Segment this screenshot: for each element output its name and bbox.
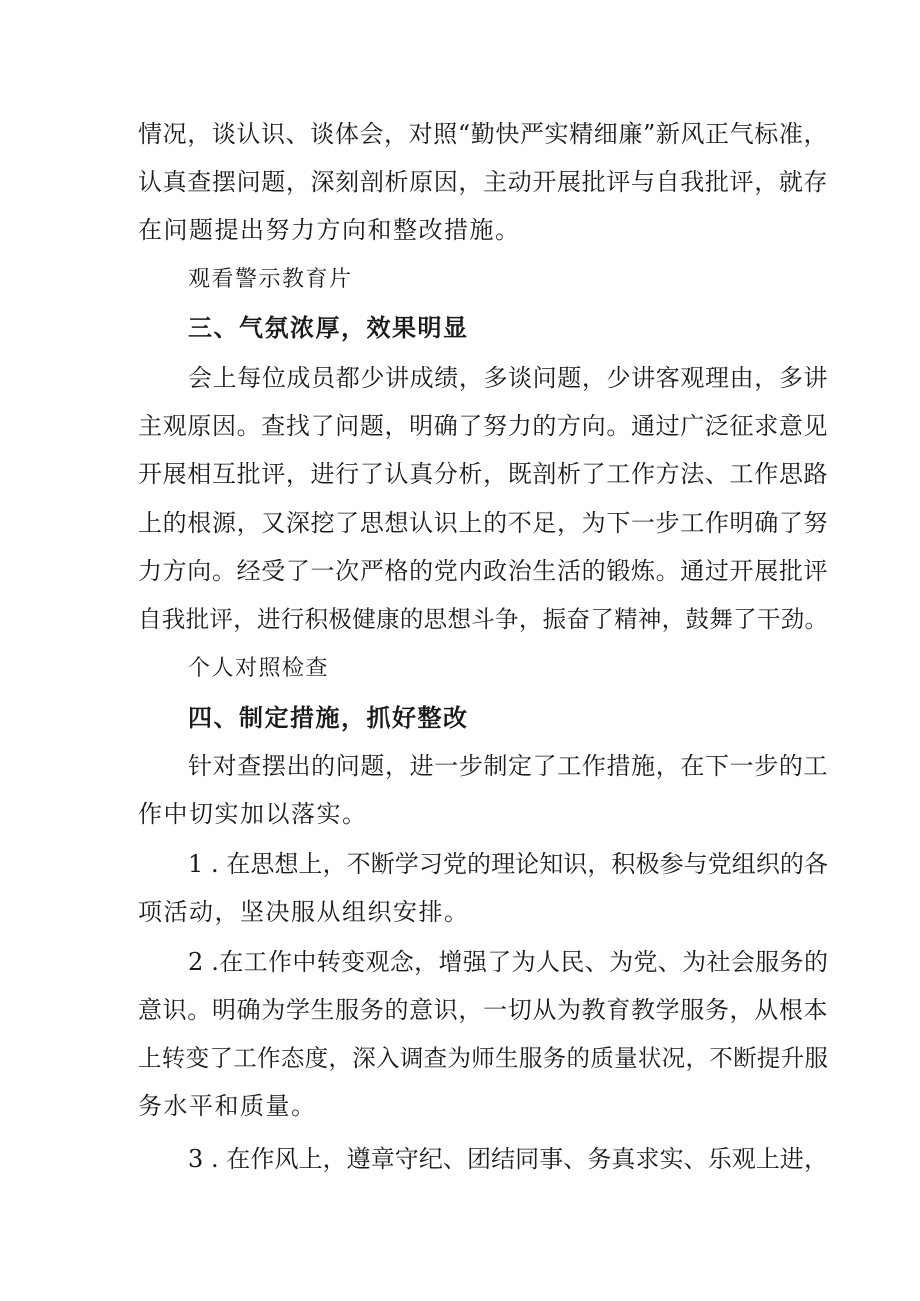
- list-item-line: 3 . 在作风上，遵章守纪、团结同事、务真求实、乐观上进，: [188, 1145, 828, 1173]
- paragraph-line: 上的根源，又深挖了思想认识上的不足，为下一步工作明确了努: [138, 509, 828, 537]
- image-caption: 个人对照检查: [188, 656, 330, 681]
- paragraph-line: 主观原因。查找了问题，明确了努力的方向。通过广泛征求意见: [138, 412, 828, 440]
- section-heading: 三、气氛浓厚，效果明显: [188, 314, 469, 342]
- paragraph-line: 会上每位成员都少讲成绩，多谈问题，少讲客观理由，多讲: [188, 364, 828, 392]
- paragraph-line: 开展相互批评，进行了认真分析，既剖析了工作方法、工作思路: [138, 460, 828, 488]
- list-item-line: 上转变了工作态度，深入调查为师生服务的质量状况，不断提升服: [138, 1044, 828, 1072]
- list-item-line: 意识。明确为学生服务的意识，一切从为教育教学服务，从根本: [138, 996, 828, 1024]
- list-item-line: 2 .在工作中转变观念，增强了为人民、为党、为社会服务的: [188, 948, 828, 976]
- paragraph-line: 认真查摆问题，深刻剖析原因，主动开展批评与自我批评，就存: [138, 168, 828, 196]
- section-heading: 四、制定措施，抓好整改: [188, 704, 469, 732]
- paragraph-line: 自我批评，进行积极健康的思想斗争，振奋了精神，鼓舞了干劲。: [138, 605, 828, 633]
- paragraph-line: 针对查摆出的问题，进一步制定了工作措施，在下一步的工: [188, 752, 828, 780]
- paragraph-line: 作中切实加以落实。: [138, 800, 368, 828]
- list-item-line: 务水平和质量。: [138, 1092, 317, 1120]
- paragraph-line: 在问题提出努力方向和整改措施。: [138, 216, 521, 244]
- image-caption: 观看警示教育片: [188, 267, 353, 292]
- paragraph-line: 情况，谈认识、谈体会，对照“勤快严实精细廉”新风正气标准，: [138, 120, 828, 148]
- list-item-line: 项活动，坚决服从组织安排。: [138, 898, 470, 926]
- paragraph-line: 力方向。经受了一次严格的党内政治生活的锻炼。通过开展批评: [138, 557, 828, 585]
- list-item-line: 1 . 在思想上，不断学习党的理论知识，积极参与党组织的各: [188, 850, 828, 878]
